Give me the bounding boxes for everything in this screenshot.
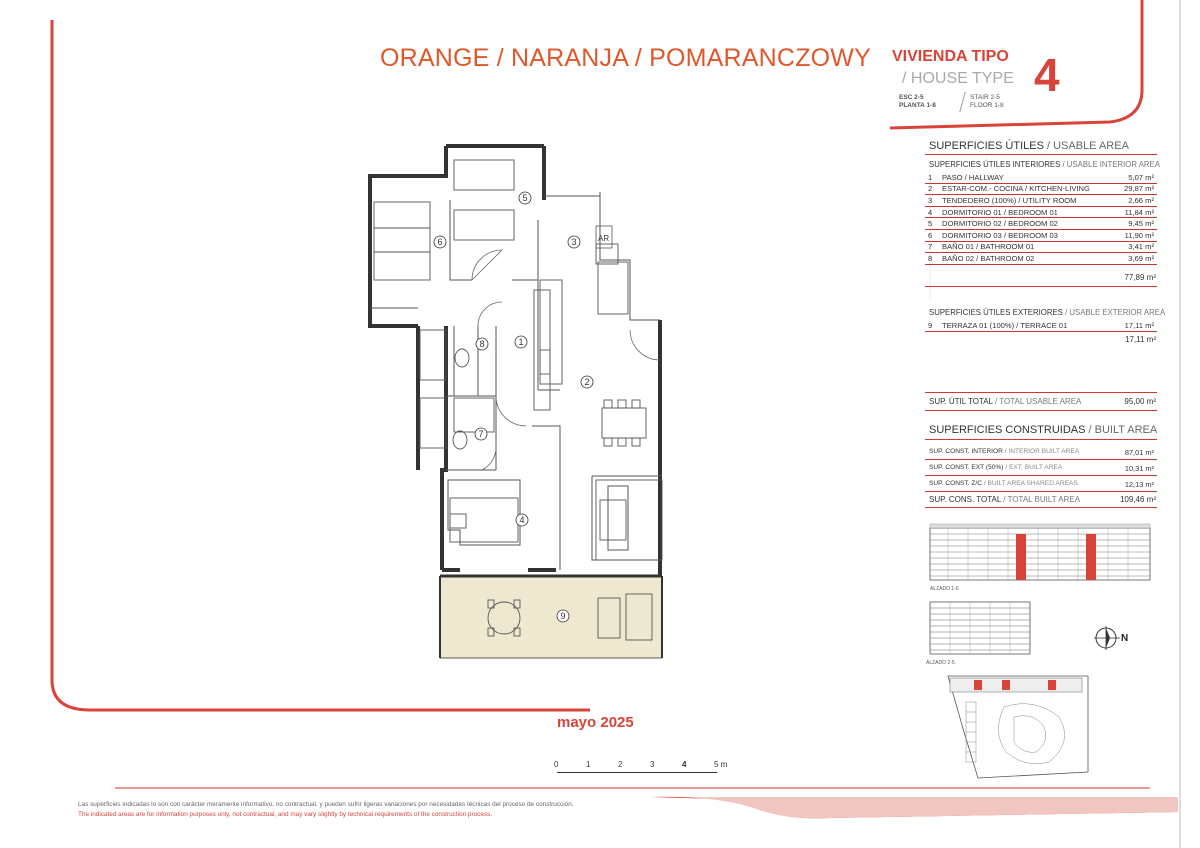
built-area-label-es: SUP. CONST. EXT (50%): [929, 464, 1006, 471]
north-arrow: [1092, 622, 1136, 658]
interior-area-table: [925, 172, 1157, 265]
esc-label: ESC 2-5: [899, 94, 924, 101]
built-total-label: [929, 495, 1080, 504]
divider: [925, 507, 1157, 508]
room-number: 7: [478, 429, 484, 439]
site-plan: [944, 672, 1094, 782]
area-row-label: ESTAR-COM.- COCINA / KITCHEN-LIVING: [939, 183, 1116, 195]
interior-heading: [929, 160, 1160, 169]
room-number: 2: [584, 377, 590, 387]
divider: [925, 286, 1157, 287]
area-row-number: 7: [925, 241, 939, 253]
usable-heading-es: SUPERFICIES ÚTILES: [929, 140, 1044, 152]
room-number: 3: [571, 237, 577, 247]
scale-bar: [554, 760, 744, 774]
usable-total-label-en: / TOTAL USABLE AREA: [994, 397, 1082, 406]
scale-tick-label: 3: [650, 760, 655, 769]
area-row: [925, 218, 1157, 230]
area-row: [925, 253, 1157, 265]
disclaimer-es: Las superficies indicadas lo son con carácter meramente informativo, no contractual, y pueden sufrir ligeras variaciones por necesidades técnicas del proceso de construcción.: [78, 801, 574, 808]
area-row-label: PASO / HALLWAY: [939, 172, 1116, 183]
usable-total-label: [929, 397, 1081, 406]
area-row-number: 1: [925, 172, 939, 183]
area-row-number: 2: [925, 183, 939, 195]
built-area-label-es: SUP. CONST. INTERIOR: [929, 448, 1005, 455]
floor-label: FLOOR 1-8: [970, 102, 1004, 109]
elevation-2-label: ALZADO 2-5: [926, 660, 955, 666]
area-row-label: TERRAZA 01 (100%) / TERRACE 01: [939, 320, 1111, 331]
disclaimer: [78, 800, 658, 819]
built-area-label-en: / BUILT AREA SHARED AREAS: [983, 480, 1078, 487]
area-row-value: 2,66 m²: [1116, 195, 1157, 207]
built-area-row-label: [929, 464, 1062, 471]
divider: [925, 392, 1157, 393]
area-row-label: DORMITORIO 03 / BEDROOM 03: [939, 229, 1116, 241]
built-heading-es: SUPERFICIES CONSTRUIDAS: [929, 424, 1086, 436]
built-heading-en: / BUILT AREA: [1088, 424, 1158, 436]
interior-total: 77,89 m²: [1124, 273, 1156, 282]
area-row-number: 6: [925, 229, 939, 241]
room-number: 9: [560, 611, 566, 621]
room-number: 5: [522, 193, 528, 203]
planta-label: PLANTA 1-8: [899, 102, 936, 109]
area-row-number: 9: [925, 320, 939, 331]
area-row-value: 3,69 m²: [1116, 253, 1157, 265]
area-row-value: 11,84 m²: [1116, 206, 1157, 218]
built-area-label-es: SUP. CONST. Z/C: [929, 480, 984, 487]
area-row-label: BAÑO 01 / BATHROOM 01: [939, 241, 1116, 253]
usable-area-heading: [929, 140, 1129, 152]
scale-tick-label: 0: [554, 760, 559, 769]
area-row-number: 4: [925, 206, 939, 218]
usable-total-value: 95,00 m²: [1124, 397, 1156, 406]
area-row-value: 3,41 m²: [1116, 241, 1157, 253]
room-number: 8: [479, 339, 485, 349]
built-total-label-es: SUP. CONS. TOTAL: [929, 495, 1002, 504]
built-area-row-label: [929, 480, 1078, 487]
type-number: 4: [1034, 49, 1060, 101]
area-row-label: BAÑO 02 / BATHROOM 02: [939, 253, 1116, 265]
disclaimer-en: The indicated areas are for information purposes only, not contractual, and may vary slightly by technical requirements of the construction process.: [78, 810, 493, 818]
built-area-row: [925, 460, 1157, 476]
area-row-label: DORMITORIO 01 / BEDROOM 01: [939, 206, 1116, 218]
area-row-value: 9,45 m²: [1116, 218, 1157, 230]
area-row: [925, 195, 1157, 207]
house-type-label: / HOUSE TYPE: [902, 70, 1014, 87]
terrace-area: [440, 576, 662, 658]
exterior-area-table: [925, 320, 1157, 332]
built-area-row-label: [929, 448, 1079, 455]
area-row: [925, 206, 1157, 218]
divider: [925, 439, 1157, 440]
exterior-heading-es: SUPERFICIES ÚTILES EXTERIORES: [929, 308, 1063, 317]
north-label: N: [1121, 633, 1129, 644]
built-area-row: [925, 476, 1157, 492]
area-row-number: 5: [925, 218, 939, 230]
scale-tick-label: 1: [586, 760, 591, 769]
built-area-label-en: / INTERIOR BUILT AREA: [1004, 448, 1080, 455]
area-row: [925, 320, 1157, 331]
elevation-drawing-2: [926, 596, 1046, 668]
built-total-label-en: / TOTAL BUILT AREA: [1003, 495, 1081, 504]
built-area-heading: [929, 424, 1157, 436]
interior-heading-en: / USABLE INTERIOR AREA: [1062, 160, 1160, 169]
area-row-number: 3: [925, 195, 939, 207]
built-area-rows: [925, 444, 1157, 492]
exterior-heading: [929, 308, 1165, 317]
date-label: mayo 2025: [557, 714, 634, 731]
scale-tick-label: 4: [682, 760, 687, 769]
page-title: ORANGE / NARANJA / POMARANCZOWY: [380, 44, 871, 72]
area-row: [925, 172, 1157, 183]
area-row-label: TENDEDERO (100%) / UTILITY ROOM: [939, 195, 1116, 207]
scale-tick-label: 5 m: [714, 760, 728, 769]
built-total-value: 109,46 m²: [1119, 495, 1156, 504]
usable-total-label-es: SUP. ÚTIL TOTAL: [929, 397, 993, 406]
elevation-1-label: ALZADO 1-6: [930, 586, 959, 592]
scale-tick-label: 2: [618, 760, 623, 769]
area-row-number: 8: [925, 253, 939, 265]
scale-line: [557, 772, 717, 773]
stair-label: STAIR 2-5: [970, 94, 1000, 101]
built-area-row-value: 10,31 m²: [1124, 464, 1154, 473]
divider: [925, 154, 1157, 155]
area-row-value: 17,11 m²: [1111, 320, 1157, 331]
built-area-row: [925, 444, 1157, 460]
ar-label: AR: [598, 234, 610, 243]
usable-heading-en: / USABLE AREA: [1046, 140, 1129, 152]
interior-heading-es: SUPERFICIES ÚTILES INTERIORES: [929, 160, 1061, 169]
area-row-value: 11,90 m²: [1116, 229, 1157, 241]
area-row: [925, 241, 1157, 253]
floor-plan: [360, 140, 680, 662]
area-row: [925, 183, 1157, 195]
divider: [925, 410, 1157, 411]
built-area-row-value: 12,13 m²: [1124, 480, 1154, 489]
built-area-label-en: / EXT. BUILT AREA: [1005, 464, 1063, 471]
room-number: 6: [437, 237, 443, 247]
area-row-value: 29,87 m²: [1116, 183, 1157, 195]
built-area-row-value: 87,01 m²: [1124, 448, 1154, 457]
area-row: [925, 229, 1157, 241]
area-row-label: DORMITORIO 02 / BEDROOM 02: [939, 218, 1116, 230]
elevation-drawing-1: [928, 522, 1160, 594]
room-number: 1: [518, 337, 524, 347]
exterior-heading-en: / USABLE EXTERIOR AREA: [1065, 308, 1166, 317]
area-row-value: 5,07 m²: [1116, 172, 1157, 183]
exterior-total: 17,11 m²: [1125, 335, 1156, 344]
room-number: 4: [519, 515, 525, 525]
vivienda-tipo-label: VIVIENDA TIPO: [892, 48, 1009, 65]
